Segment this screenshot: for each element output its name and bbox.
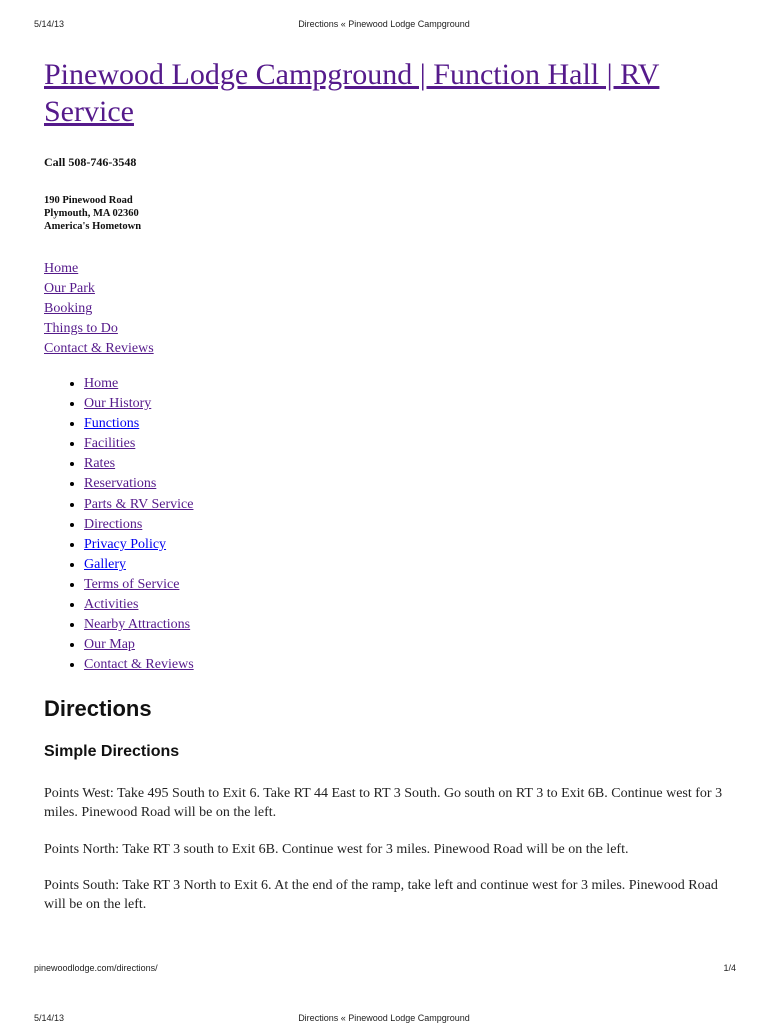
print-page-number: 1/4 bbox=[723, 963, 736, 973]
sub-nav-contact-reviews[interactable]: Contact & Reviews bbox=[84, 657, 194, 673]
sub-nav-reservations[interactable]: Reservations bbox=[84, 476, 157, 492]
print-page-title: Directions « Pinewood Lodge Campground bbox=[298, 19, 470, 29]
sub-nav-item bbox=[84, 595, 724, 615]
directions-west: Points West: Take 495 South to Exit 6. Take RT 44 East to RT 3 South. Go south on RT 3 to Exit 6B. Continue west for 3 miles. Pinewood Road will be on the left. bbox=[44, 786, 723, 821]
sub-nav-activities[interactable]: Activities bbox=[84, 597, 139, 613]
sub-nav-item bbox=[84, 515, 724, 535]
sub-nav-item bbox=[84, 635, 724, 655]
sub-nav-our-map[interactable]: Our Map bbox=[84, 637, 135, 653]
site-title-link[interactable]: Pinewood Lodge Campground | Function Hall | RV Service bbox=[44, 58, 660, 128]
sub-nav-functions[interactable]: Functions bbox=[84, 416, 140, 432]
section-heading: Simple Directions bbox=[44, 743, 180, 761]
directions-north: Points North: Take RT 3 south to Exit 6B. Continue west for 3 miles. Pinewood Road will be on the left. bbox=[44, 842, 629, 858]
site-title bbox=[44, 56, 724, 130]
sub-nav-our-history[interactable]: Our History bbox=[84, 396, 152, 412]
sub-nav-item bbox=[84, 555, 724, 575]
sub-nav-nearby-attractions[interactable]: Nearby Attractions bbox=[84, 617, 191, 633]
address-tagline: America's Hometown bbox=[44, 221, 142, 232]
address-street: 190 Pinewood Road bbox=[44, 195, 133, 206]
main-nav-booking[interactable]: Booking bbox=[44, 301, 93, 316]
main-nav bbox=[44, 259, 724, 359]
sub-nav-directions[interactable]: Directions bbox=[84, 516, 143, 532]
page-heading: Directions bbox=[44, 696, 152, 722]
main-nav-contact-reviews[interactable]: Contact & Reviews bbox=[44, 341, 154, 356]
sub-nav bbox=[44, 374, 724, 675]
sub-nav-item bbox=[84, 615, 724, 635]
sub-nav-home[interactable]: Home bbox=[84, 376, 119, 391]
sub-nav-gallery[interactable]: Gallery bbox=[84, 556, 126, 572]
main-nav-our-park[interactable]: Our Park bbox=[44, 281, 95, 296]
print-page-title: Directions « Pinewood Lodge Campground bbox=[298, 1013, 470, 1023]
sub-nav-item bbox=[84, 374, 724, 394]
sub-nav-item bbox=[84, 414, 724, 434]
main-nav-home[interactable]: Home bbox=[44, 261, 79, 276]
sub-nav-parts-rv-service[interactable]: Parts & RV Service bbox=[84, 496, 194, 512]
sub-nav-facilities[interactable]: Facilities bbox=[84, 436, 136, 452]
sub-nav-item bbox=[84, 394, 724, 414]
address-block bbox=[44, 194, 724, 233]
print-date: 5/14/13 bbox=[34, 19, 65, 29]
sub-nav-item bbox=[84, 655, 724, 675]
directions-south: Points South: Take RT 3 North to Exit 6. At the end of the ramp, take left and continue west for 3 miles. Pinewood Road will be on the left. bbox=[44, 878, 718, 913]
sub-nav-privacy-policy[interactable]: Privacy Policy bbox=[84, 536, 167, 552]
sub-nav-terms-of-service[interactable]: Terms of Service bbox=[84, 576, 180, 592]
sub-nav-item bbox=[84, 535, 724, 555]
sub-nav-rates[interactable]: Rates bbox=[84, 456, 116, 472]
print-date: 5/14/13 bbox=[34, 1013, 65, 1023]
sub-nav-item bbox=[84, 454, 724, 474]
phone-number: Call 508-746-3548 bbox=[44, 155, 137, 169]
sub-nav-item bbox=[84, 474, 724, 494]
print-url: pinewoodlodge.com/directions/ bbox=[34, 963, 158, 973]
address-city: Plymouth, MA 02360 bbox=[44, 208, 139, 219]
sub-nav-item bbox=[84, 495, 724, 515]
sub-nav-item bbox=[84, 575, 724, 595]
main-nav-things-to-do[interactable]: Things to Do bbox=[44, 321, 118, 336]
sub-nav-item bbox=[84, 434, 724, 454]
page-content bbox=[44, 56, 724, 914]
